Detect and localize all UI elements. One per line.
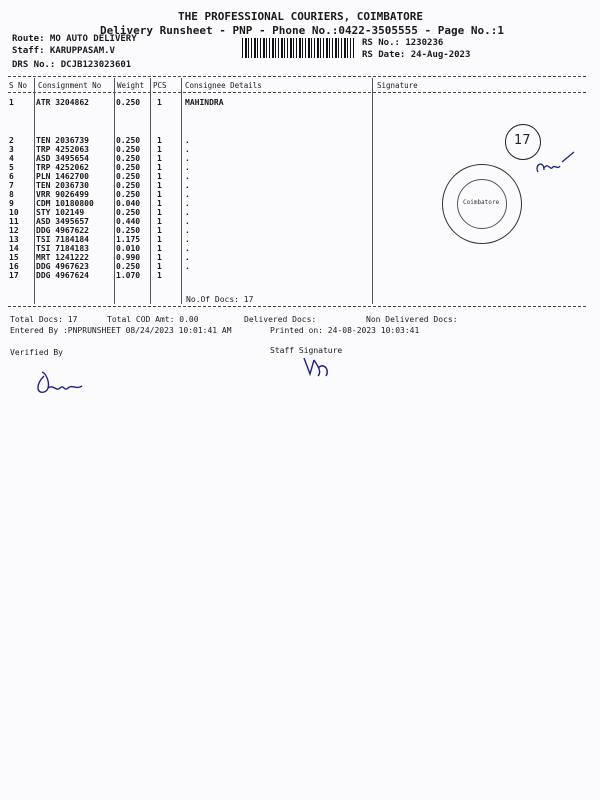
row-consignment-no: ASD 3495657 xyxy=(36,217,89,226)
row-sno: 17 xyxy=(9,271,19,280)
row-weight: 0.010 xyxy=(116,244,141,253)
row-weight: 0.990 xyxy=(116,253,141,262)
row-consignment-no: PLN 1462700 xyxy=(36,172,89,181)
col-header-pcs: PCS xyxy=(153,81,167,90)
delivered-docs: Delivered Docs: xyxy=(244,315,317,324)
row-sno: 16 xyxy=(9,262,19,271)
row-consignment-no: DDG 4967622 xyxy=(36,226,89,235)
row-consignment-no: TEN 2036739 xyxy=(36,136,89,145)
entered-by: Entered By :PNPRUNSHEET 08/24/2023 10:01:41 AM xyxy=(10,326,232,335)
row-weight: 0.040 xyxy=(116,199,141,208)
runsheet-title: Delivery Runsheet - PNP - Phone No.:0422-3505555 - Page No.:1 xyxy=(100,24,504,37)
row-pcs: 1 xyxy=(157,145,162,154)
row-weight: 0.250 xyxy=(116,262,141,271)
no-of-docs: No.Of Docs: 17 xyxy=(186,295,254,304)
table-row xyxy=(0,98,600,108)
row-sno: 14 xyxy=(9,244,19,253)
row-consignee-details: . xyxy=(185,235,190,244)
row-pcs: 1 xyxy=(157,217,162,226)
row-consignee-details: . xyxy=(185,136,190,145)
row-consignee-details: . xyxy=(185,262,190,271)
rs-date: RS Date: 24-Aug-2023 xyxy=(362,50,471,60)
row-pcs: 1 xyxy=(157,208,162,217)
total-docs: Total Docs: 17 xyxy=(10,315,78,324)
row-consignment-no: TRP 4252062 xyxy=(36,163,89,172)
row-pcs: 1 xyxy=(157,235,162,244)
row-pcs: 1 xyxy=(157,226,162,235)
col-header-sno: S No xyxy=(9,81,28,90)
row-consignee-details: . xyxy=(185,253,190,262)
row-consignee-details: . xyxy=(185,181,190,190)
non-delivered-docs: Non Delivered Docs: xyxy=(366,315,458,324)
row-weight: 0.250 xyxy=(116,226,141,235)
table-row xyxy=(0,271,600,281)
header-bottom-border xyxy=(8,92,586,93)
col-header-consignee: Consignee Details xyxy=(185,81,262,90)
row-pcs: 1 xyxy=(157,190,162,199)
row-consignee-details: . xyxy=(185,244,190,253)
row-weight: 0.250 xyxy=(116,163,141,172)
row-pcs: 1 xyxy=(157,262,162,271)
row-pcs: 1 xyxy=(157,253,162,262)
row-consignee-details: . xyxy=(185,226,190,235)
row-consignee-details: . xyxy=(185,199,190,208)
verified-by-label: Verified By xyxy=(10,348,63,357)
row-pcs: 1 xyxy=(157,271,162,280)
rs-number: RS No.: 1230236 xyxy=(362,38,444,48)
row-weight: 1.175 xyxy=(116,235,141,244)
staff-signature-label: Staff Signature xyxy=(270,346,343,355)
row-pcs: 1 xyxy=(157,98,162,107)
table-bottom-border xyxy=(8,306,586,307)
row-consignee-details: . xyxy=(185,172,190,181)
row-consignment-no: TRP 4252063 xyxy=(36,145,89,154)
row-pcs: 1 xyxy=(157,172,162,181)
row-consignment-no: CDM 10180800 xyxy=(36,199,94,208)
barcode xyxy=(242,38,354,58)
row-consignment-no: TEN 2036730 xyxy=(36,181,89,190)
row-weight: 0.250 xyxy=(116,181,141,190)
row-sno: 11 xyxy=(9,217,19,226)
row-pcs: 1 xyxy=(157,163,162,172)
row-weight: 0.250 xyxy=(116,98,141,107)
col-header-signature: Signature xyxy=(377,81,418,90)
row-consignment-no: VRR 9026499 xyxy=(36,190,89,199)
row-consignee-details: . xyxy=(185,163,190,172)
row-sno: 5 xyxy=(9,163,14,172)
row-weight: 1.070 xyxy=(116,271,141,280)
row-consignment-no: ASD 3495654 xyxy=(36,154,89,163)
row-consignee-details: . xyxy=(185,154,190,163)
row-weight: 0.250 xyxy=(116,154,141,163)
row-sno: 7 xyxy=(9,181,14,190)
row-sno: 9 xyxy=(9,199,14,208)
row-sno: 13 xyxy=(9,235,19,244)
table-top-border xyxy=(8,76,586,77)
row-sno: 15 xyxy=(9,253,19,262)
row-consignee-details: . xyxy=(185,190,190,199)
row-consignment-no: TSI 7184183 xyxy=(36,244,89,253)
route-label: Route: MO AUTO DELIVERY xyxy=(12,34,137,44)
row-weight: 0.250 xyxy=(116,145,141,154)
col-header-consignment: Consignment No xyxy=(38,81,102,90)
row-consignment-no: DDG 4967624 xyxy=(36,271,89,280)
row-pcs: 1 xyxy=(157,181,162,190)
verified-by-signature xyxy=(30,362,120,402)
row-weight: 0.250 xyxy=(116,208,141,217)
col-header-weight: Weight xyxy=(117,81,145,90)
row-sno: 3 xyxy=(9,145,14,154)
row-sno: 12 xyxy=(9,226,19,235)
row-consignee-details: MAHINDRA xyxy=(185,98,224,107)
row-consignee-details: . xyxy=(185,208,190,217)
drs-number: DRS No.: DCJB123023601 xyxy=(12,60,132,70)
row-consignment-no: ATR 3204862 xyxy=(36,98,89,107)
row-pcs: 1 xyxy=(157,154,162,163)
row-weight: 0.440 xyxy=(116,217,141,226)
row-pcs: 1 xyxy=(157,244,162,253)
company-title: THE PROFESSIONAL COURIERS, COIMBATORE xyxy=(178,10,424,23)
printed-on: Printed on: 24-08-2023 10:03:41 xyxy=(270,326,420,335)
row-consignment-no: MRT 1241222 xyxy=(36,253,89,262)
staff-signature xyxy=(300,352,340,382)
row-sno: 2 xyxy=(9,136,14,145)
row-consignment-no: DDG 4967623 xyxy=(36,262,89,271)
row-consignee-details: . xyxy=(185,217,190,226)
row-weight: 0.250 xyxy=(116,172,141,181)
row-sno: 8 xyxy=(9,190,14,199)
row-consignee-details: . xyxy=(185,145,190,154)
staff-label: Staff: KARUPPASAM.V xyxy=(12,46,115,56)
row-consignment-no: STY 102149 xyxy=(36,208,85,217)
total-cod-amount: Total COD Amt: 0.00 xyxy=(107,315,199,324)
handwritten-mark xyxy=(530,148,580,188)
circled-count: 17 xyxy=(514,133,531,148)
row-sno: 4 xyxy=(9,154,14,163)
row-pcs: 1 xyxy=(157,136,162,145)
row-sno: 6 xyxy=(9,172,14,181)
row-weight: 0.250 xyxy=(116,190,141,199)
row-consignment-no: TSI 7184184 xyxy=(36,235,89,244)
row-weight: 0.250 xyxy=(116,136,141,145)
company-seal-stamp: Coimbatore xyxy=(442,164,522,244)
row-sno: 1 xyxy=(9,98,14,107)
row-sno: 10 xyxy=(9,208,19,217)
row-pcs: 1 xyxy=(157,199,162,208)
